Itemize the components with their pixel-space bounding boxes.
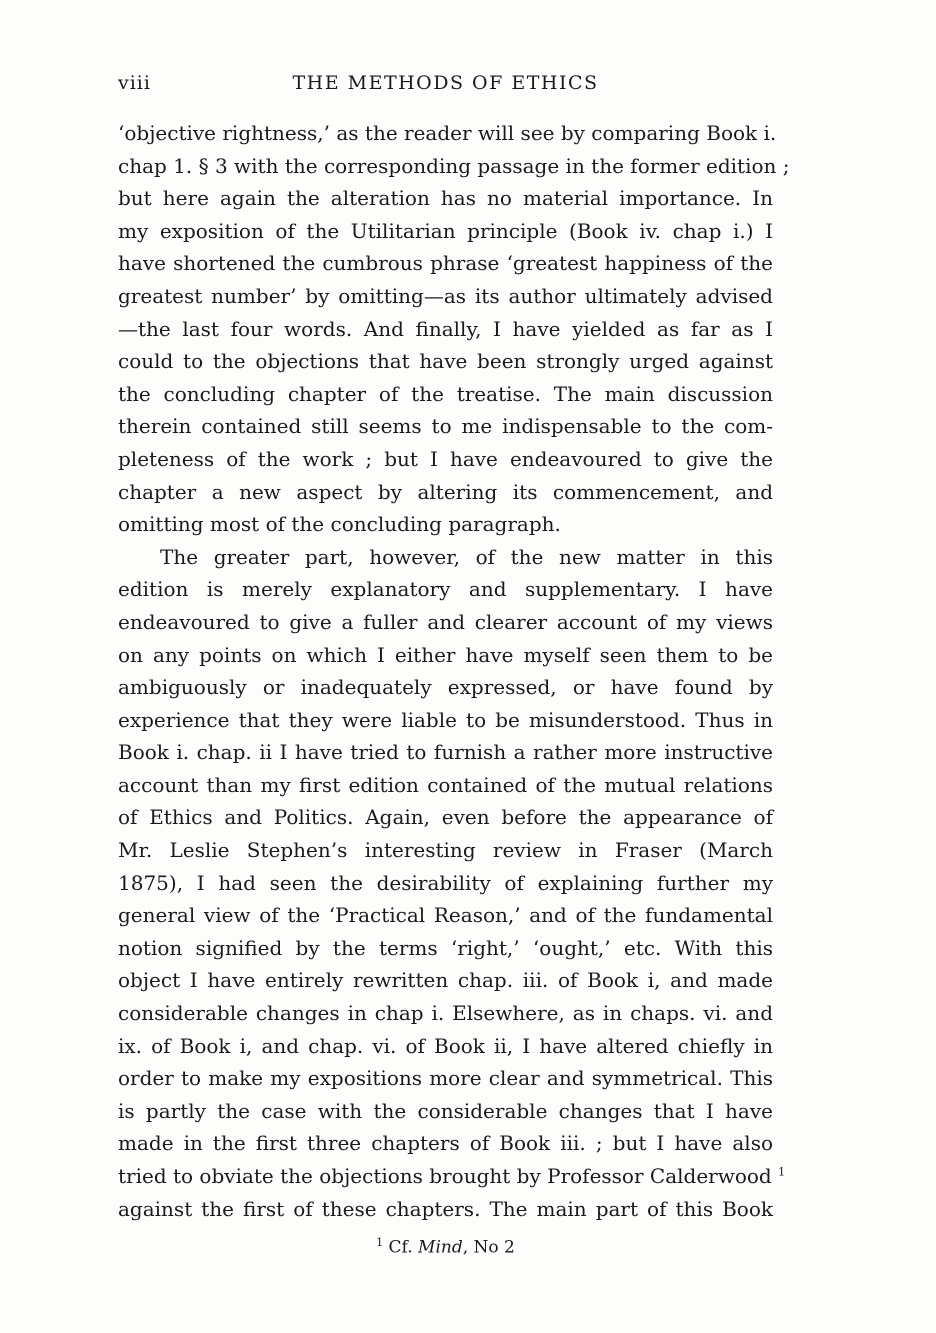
body-text: [118, 117, 790, 1225]
text-line: Mr. Leslie Stephen’s interesting review in Fraser (March: [118, 838, 773, 863]
text-line: therein contained still seems to me indispensable to the com-: [118, 414, 773, 439]
text-line: ix. of Book i, and chap. vi. of Book ii, I have altered chiefly in: [118, 1033, 773, 1058]
text-line: could to the objections that have been strongly urged against: [118, 349, 773, 374]
footnote-suffix: , No 2: [462, 1237, 515, 1258]
text-line: omitting most of the concluding paragraph.: [118, 512, 561, 537]
running-title: THE METHODS OF ETHICS: [292, 72, 599, 94]
text-line: have shortened the cumbrous phrase ‘greatest happiness of the: [118, 251, 773, 276]
text-line: object I have entirely rewritten chap. iii. of Book i, and made: [118, 968, 773, 993]
text-line: is partly the case with the considerable changes that I have: [118, 1098, 773, 1123]
footnote-marker: 1: [376, 1236, 384, 1249]
footnote-reference-marker: 1: [778, 1165, 786, 1179]
text-line: ambiguously or inadequately expressed, or have found by: [118, 675, 773, 700]
text-line: Book i. chap. ii I have tried to furnish a rather more instructive: [118, 740, 773, 765]
text-line: on any points on which I either have myself seen them to be: [118, 642, 773, 667]
text-line: chap 1. § 3 with the corresponding passage in the former edition ;: [118, 153, 790, 178]
text-line: made in the first three chapters of Book iii. ; but I have also: [118, 1131, 773, 1156]
text-line: of Ethics and Politics. Again, even before the appearance of: [118, 805, 773, 830]
text-line: greatest number’ by omitting—as its author ultimately advised: [118, 283, 773, 308]
text-line: but here again the alteration has no material importance. In: [118, 186, 773, 211]
text-line: 1875), I had seen the desirability of explaining further my: [118, 870, 773, 895]
text-line: edition is merely explanatory and supplementary. I have: [118, 577, 773, 602]
text-line: considerable changes in chap i. Elsewhere, as in chaps. vi. and: [118, 1001, 773, 1026]
footnote: [118, 1236, 773, 1258]
text-line: general view of the ‘Practical Reason,’ and of the fundamental: [118, 903, 773, 928]
page-header: [118, 72, 773, 102]
text-line-content: tried to obviate the objections brought by Professor Calderwood: [118, 1164, 772, 1188]
text-line: notion signified by the terms ‘right,’ ‘ought,’ etc. With this: [118, 935, 773, 960]
text-line: my exposition of the Utilitarian principle (Book iv. chap i.) I: [118, 218, 773, 243]
page-number: viii: [118, 72, 151, 94]
text-line: order to make my expositions more clear and symmetrical. This: [118, 1066, 773, 1091]
text-line: pleteness of the work ; but I have endeavoured to give the: [118, 446, 773, 471]
footnote-prefix: Cf.: [388, 1237, 413, 1258]
footnote-journal: Mind: [418, 1237, 463, 1258]
text-line: account than my first edition contained of the mutual relations: [118, 772, 773, 797]
text-line: chapter a new aspect by altering its commencement, and: [118, 479, 773, 504]
footnote-ref-line: [118, 1160, 786, 1193]
text-line: —the last four words. And finally, I have yielded as far as I: [118, 316, 773, 341]
text-line: endeavoured to give a fuller and clearer account of my views: [118, 609, 773, 634]
text-line: against the first of these chapters. The main part of this Book: [118, 1196, 773, 1221]
text-line: the concluding chapter of the treatise. The main discussion: [118, 381, 773, 406]
paragraph-start-line: The greater part, however, of the new matter in this: [160, 544, 773, 569]
text-line: experience that they were liable to be misunderstood. Thus in: [118, 707, 773, 732]
text-line: ‘objective rightness,’ as the reader will see by comparing Book i.: [118, 121, 777, 145]
